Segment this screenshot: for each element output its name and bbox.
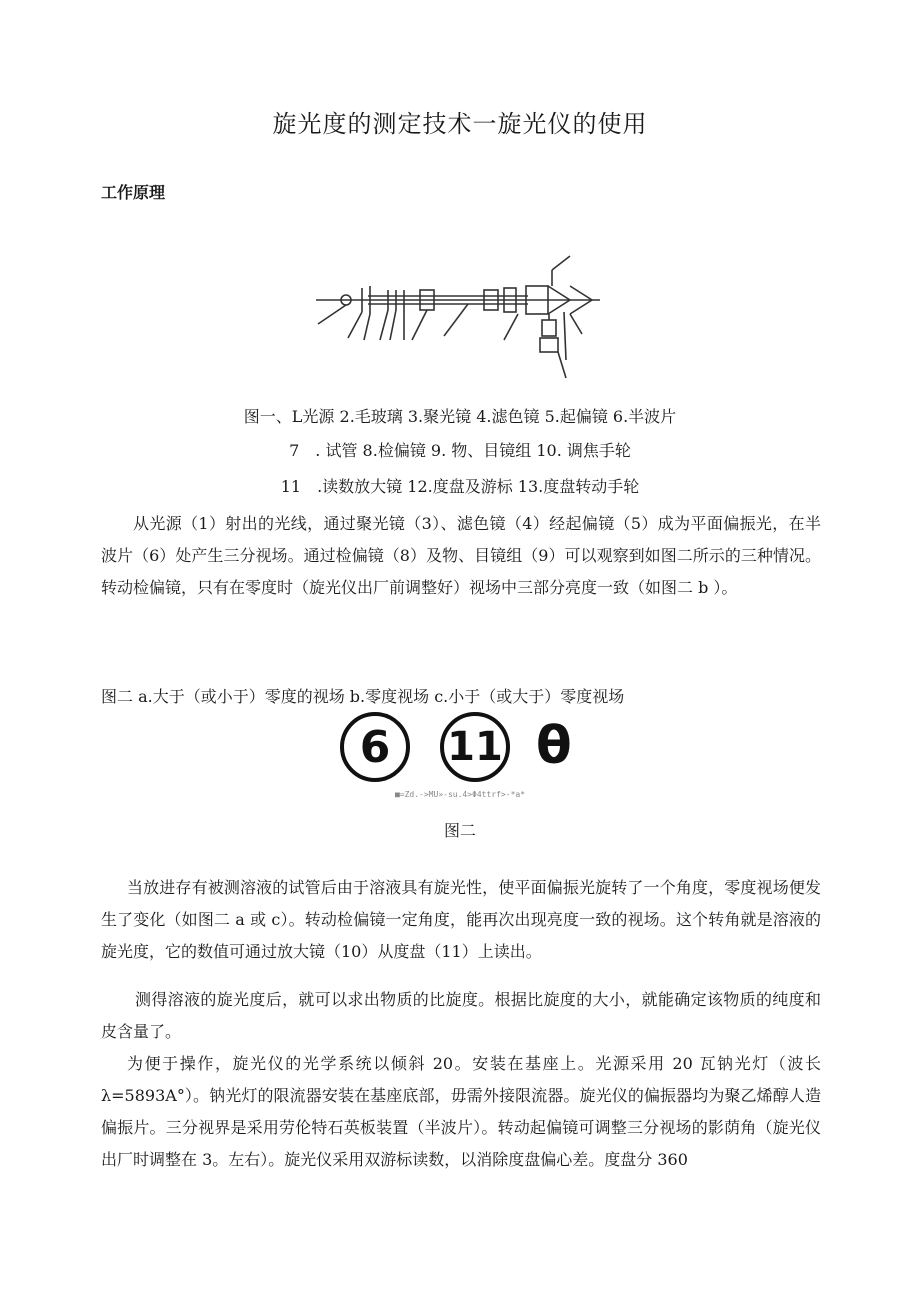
- paragraph-principle: 从光源（1）射出的光线，通过聚光镜（3）、滤色镜（4）经起偏镜（5）成为平面偏振光，在半波片（6）处产生三分视场。通过检偏镜（8）及物、目镜组（9）可以观察到如图二所示的三种情况。转动检偏镜，只有在零度时（旋光仪出厂前调整好）视场中三部分亮度一致（如图二 b ）。: [101, 514, 821, 597]
- figure1-caption-line-2: 7 . 试管 8.检偏镜 9. 物、目镜组 10. 调焦手轮: [289, 441, 631, 460]
- page-title: 旋光度的测定技术一旋光仪的使用: [272, 110, 648, 138]
- symbol-b: 11: [440, 712, 510, 782]
- view-field-symbols: [340, 712, 600, 788]
- symbol-c: θ: [536, 716, 572, 776]
- figure2-intro: 图二 a.大于（或小于）零度的视场 b.零度视场 c.小于（或大于）零度视场: [101, 687, 625, 706]
- symbol-a: 6: [340, 712, 410, 782]
- figure1-caption-line-1: 图一、L光源 2.毛玻璃 3.聚光镜 4.滤色镜 5.起偏镜 6.半波片: [243, 407, 677, 426]
- figure2-caption: 图二: [443, 821, 476, 840]
- paragraph-specific-rotation: 测得溶液的旋光度后，就可以求出物质的比旋度。根据比旋度的大小，就能确定该物质的纯度和皮含量了。: [101, 990, 821, 1041]
- figure1-caption-line-3: 11 .读数放大镜 12.度盘及游标 13.度盘转动手轮: [280, 477, 640, 496]
- figure2-small-caption: ■=Zd.->MU»-su.4>Φ4ttrf>-*a*: [394, 790, 526, 799]
- polarimeter-diagram: [308, 250, 608, 392]
- paragraph-rotation: 当放进存有被测溶液的试管后由于溶液具有旋光性，使平面偏振光旋转了一个角度，零度视场便发生了变化（如图二 a 或 c）。转动检偏镜一定角度，能再次出现亮度一致的视场。这个转角就是溶液的旋光度，它的数值可通过放大镜（10）从度盘（11）上读出。: [101, 878, 821, 961]
- section-heading: 工作原理: [101, 183, 166, 202]
- paragraph-optical-system: 为便于操作，旋光仪的光学系统以倾斜 20。安装在基座上。光源采用 20 瓦钠光灯（波长λ=5893A°）。钠光灯的限流器安装在基座底部，毋需外接限流器。旋光仪的偏振器均为聚乙烯醇人造偏振片。三分视界是采用劳伦特石英板装置（半波片）。转动起偏镜可调整三分视场的影荫角（旋光仪出厂时调整在 3。左右）。旋光仪采用双游标读数，以消除度盘偏心差。度盘分 360: [101, 1054, 821, 1169]
